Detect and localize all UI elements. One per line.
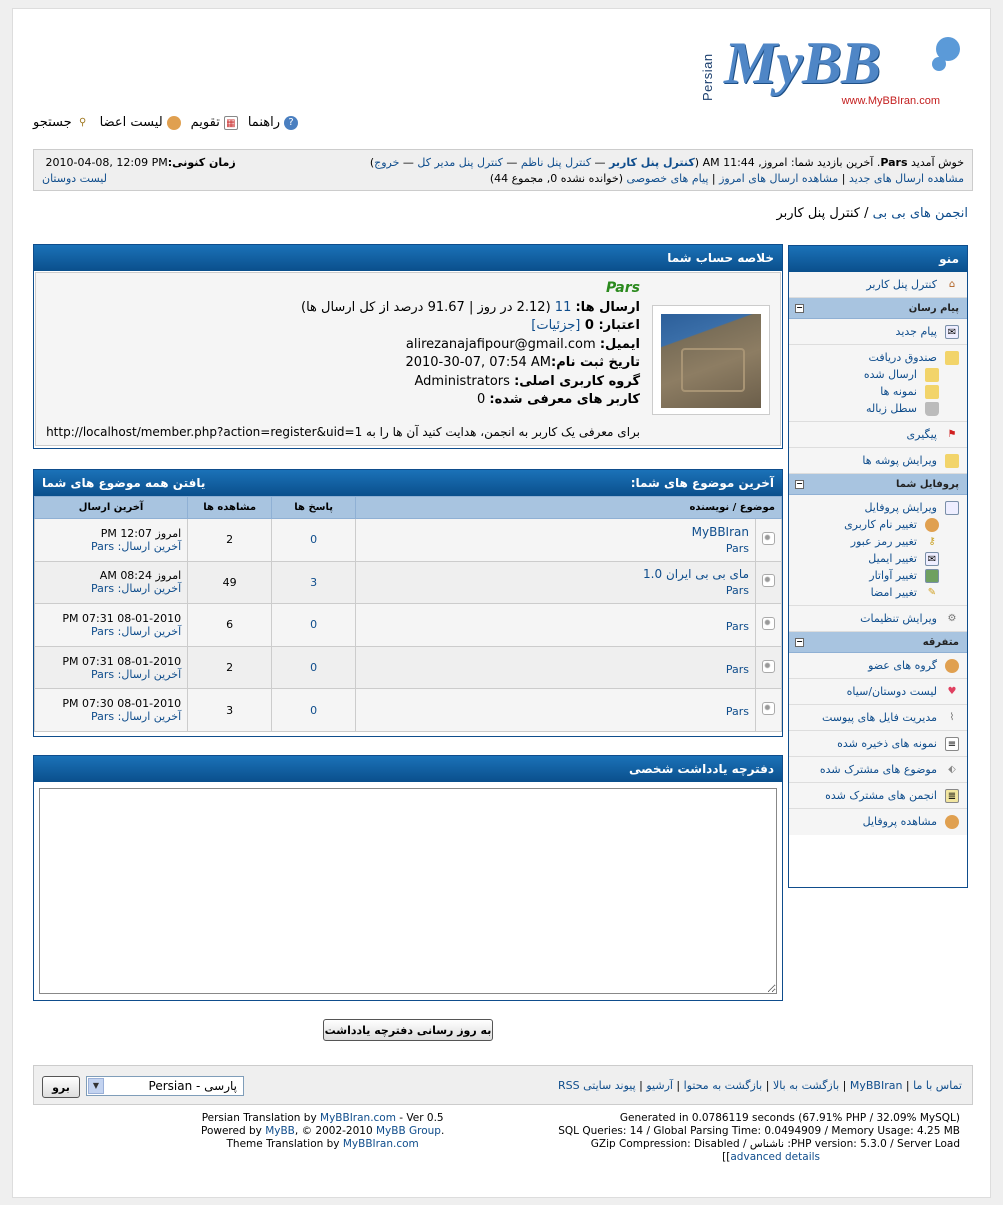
thread-lastpost-date: امروز 08:24 AM — [99, 569, 182, 583]
collapse-icon[interactable]: − — [796, 637, 803, 646]
saved-drafts-label[interactable]: نمونه های ذخیره شده — [837, 736, 937, 750]
thread-replies-cell — [272, 561, 356, 604]
debug-gzip: GZip Compression: Disabled / ناشناس :PHP version: 5.3.0 / Server Load — [590, 1138, 960, 1150]
folder-icon — [945, 351, 959, 365]
posts-rate: (2.12 در روز | 91.67 درصد از کل ارسال ها) — [301, 299, 555, 315]
powered-prefix: Powered by — [201, 1125, 266, 1137]
thread-lastpost-user[interactable]: Pars — [91, 667, 115, 681]
usergroups-label[interactable]: گروه های عضو — [868, 658, 937, 672]
change-password-label[interactable]: تغییر رمز عبور — [850, 535, 917, 548]
sidebar-item-attachments[interactable] — [789, 705, 967, 731]
logout-link[interactable]: خروج — [374, 156, 400, 169]
mybb-link[interactable]: MyBB — [265, 1125, 295, 1137]
misc-title: متفرقه — [922, 637, 959, 648]
find-all-threads-link[interactable]: یافتن همه موضوع های شما — [42, 476, 206, 490]
table-row — [35, 689, 782, 732]
summary-username: Pars — [605, 280, 640, 296]
thread-lastpost-date: 08-01-2010 07:31 PM — [62, 611, 182, 625]
ucp-link[interactable]: کنترل پنل کاربر — [609, 156, 695, 169]
paren: ) — [369, 156, 375, 169]
thread-lastpost-date: 08-01-2010 07:30 PM — [62, 697, 182, 711]
thread-subject-link[interactable]: مای بی بی ایران 1.0 — [643, 567, 749, 582]
thread-lastpost-date: 08-01-2010 07:31 PM — [62, 654, 182, 668]
thread-lastpost-cell — [35, 561, 188, 604]
thread-lastpost-user[interactable]: Pars — [91, 624, 115, 638]
welcome-username: Pars — [880, 156, 908, 169]
thread-lastpost-cell — [35, 519, 188, 562]
col-subject: موضوع / نویسنده — [356, 497, 782, 519]
threads-header-row — [35, 497, 782, 519]
sidebar-item-buddy-ignore[interactable] — [789, 679, 967, 705]
advanced-details-link[interactable]: advanced details — [730, 1151, 820, 1163]
change-username-label[interactable]: تغییر نام کاربری — [844, 518, 917, 531]
welcome-panel — [33, 149, 973, 191]
change-avatar-label[interactable]: تغییر آواتار — [869, 569, 917, 582]
change-email-label[interactable]: تغییر ایمیل — [868, 552, 917, 565]
threads-table — [34, 496, 782, 732]
profile-links — [789, 495, 967, 606]
paperclip-icon: ⌇ — [949, 711, 955, 723]
reputation-value: 0 — [580, 318, 599, 333]
powered-suffix: . — [440, 1125, 445, 1137]
envelope-icon: ✉ — [945, 325, 959, 339]
sidebar-item-new-message[interactable] — [789, 319, 967, 345]
logo-url: www.MyBBIran.com — [841, 95, 940, 107]
sidebar-item-trash[interactable] — [789, 400, 967, 417]
site-logo[interactable] — [700, 30, 960, 120]
footer-links: تماس با ما | MyBBIran | بازگشت به بالا | بازگشت به محتوا | آرشیو | پیوند سایتی RSS — [558, 1079, 962, 1092]
logo-word: MyBB — [724, 30, 881, 96]
update-notepad-button[interactable]: به روز رسانی دفترچه یادداشت — [323, 1019, 493, 1041]
posts-label: ارسال ها: — [575, 299, 640, 315]
thread-subject-cell — [356, 561, 756, 604]
thread-lastpost-cell — [35, 604, 188, 647]
thread-replies-cell — [272, 689, 356, 732]
sep: — — [502, 156, 521, 169]
debug-queries: SQL Queries: 14 / Global Parsing Time: 0.0494909 / Memory Usage: 4.25 MB — [558, 1125, 960, 1137]
rss-link[interactable]: پیوند سایتی RSS — [558, 1079, 636, 1092]
pm-count: (خوانده نشده 0, مجموع 44) — [489, 172, 627, 185]
forum-icon: ≣ — [945, 789, 959, 803]
footer-debug — [558, 1112, 960, 1164]
thread-status-cell — [756, 561, 782, 604]
heart-icon: ♥ — [947, 685, 957, 697]
subscribed-forums-label[interactable]: انجمن های مشترک شده — [825, 788, 937, 802]
view-profile-label[interactable]: مشاهده پروفایل — [862, 815, 937, 828]
theme-prefix: Theme Translation by — [226, 1138, 343, 1150]
buddy-list-link[interactable]: لیست دوستان — [42, 172, 107, 185]
sidebar-ucp-home-label[interactable]: کنترل پنل کاربر — [866, 277, 937, 291]
thread-author-link[interactable]: Pars — [725, 662, 749, 676]
menu-search[interactable] — [33, 115, 90, 130]
notepad-textarea[interactable] — [39, 788, 777, 994]
thread-author-link[interactable]: Pars — [725, 619, 749, 633]
debug-generated: Generated in 0.0786119 seconds (67.91% PHP / 32.09% MySQL) — [619, 1112, 960, 1124]
thread-replies-cell — [272, 604, 356, 647]
thread-lastpost-user[interactable]: Pars — [91, 710, 115, 724]
thread-views-cell: 3 — [188, 689, 272, 732]
chevron-down-icon[interactable]: ▼ — [88, 1078, 104, 1094]
col-views: مشاهده ها — [188, 497, 272, 519]
edit-options-label[interactable]: ویرایش تنظیمات — [860, 611, 937, 625]
sidebar-item-change-password[interactable] — [789, 533, 967, 550]
tag-icon: ⬖ — [948, 763, 956, 775]
thread-status-icon — [762, 702, 775, 715]
sidebar-profile-title — [789, 474, 967, 495]
translation-link[interactable]: MyBBIran.com — [320, 1112, 396, 1124]
messages-title: پیام رسان — [908, 303, 959, 314]
menu-help-label[interactable]: راهنما — [247, 115, 280, 130]
group-icon — [945, 659, 959, 673]
reputation-details-link[interactable]: [جزئیات] — [531, 318, 581, 333]
sidebar-item-inbox[interactable] — [789, 349, 967, 366]
drafts-label[interactable]: نمونه ها — [880, 385, 917, 398]
gear-icon: ⚙ — [947, 612, 957, 624]
account-summary — [33, 244, 783, 449]
logo-bubble-small-icon — [932, 57, 946, 71]
thread-status-icon — [762, 574, 775, 587]
thread-status-icon — [762, 532, 775, 545]
sidebar-item-usergroups[interactable] — [789, 653, 967, 679]
sidebar-misc-title — [789, 632, 967, 653]
thread-replies-cell — [272, 519, 356, 562]
thread-views-cell: 49 — [188, 561, 272, 604]
powered-mid: , © 2002-2010 — [294, 1125, 376, 1137]
notepad-title: دفترچه یادداشت شخصی — [34, 756, 782, 782]
pencil-icon: ✎ — [927, 586, 937, 598]
breadcrumb-current: کنترل پنل کاربر — [776, 206, 860, 221]
sep: — — [591, 156, 610, 169]
trash-label[interactable]: سطل زباله — [865, 402, 917, 415]
new-message-label[interactable]: پیام جدید — [895, 324, 937, 338]
threads-header — [34, 470, 782, 496]
top-menu — [33, 115, 298, 130]
profile-card-icon — [945, 501, 959, 515]
thread-replies-link[interactable]: 0 — [310, 618, 318, 632]
referral-url: http://localhost/member.php?action=register&uid=1 — [46, 425, 363, 439]
welcome-line — [370, 156, 964, 169]
registration-value: 2010-30-07, 07:54 AM — [401, 355, 551, 370]
thread-lastpost-label[interactable]: آخرین ارسال: — [114, 539, 182, 553]
language-value: پارسی - Persian — [148, 1079, 237, 1093]
thread-subject-link[interactable]: MyBBIran — [691, 524, 749, 539]
thread-replies-link[interactable]: 0 — [310, 703, 318, 717]
sent-label[interactable]: ارسال شده — [863, 368, 917, 381]
subscribed-threads-label[interactable]: موضوع های مشترک شده — [819, 762, 937, 776]
thread-lastpost-date: امروز 12:07 PM — [100, 526, 182, 540]
referral-line — [46, 425, 640, 439]
table-row — [35, 646, 782, 689]
new-posts-link[interactable]: مشاهده ارسال های جدید — [849, 172, 964, 185]
thread-lastpost-user[interactable]: Pars — [91, 539, 115, 553]
table-row — [35, 604, 782, 647]
pm-link[interactable]: پیام های خصوصی — [626, 172, 709, 185]
current-time — [42, 156, 236, 169]
thread-lastpost-label[interactable]: آخرین ارسال: — [114, 624, 182, 638]
thread-lastpost-user[interactable]: Pars — [91, 582, 115, 596]
folder-edit-icon — [945, 454, 959, 468]
thread-replies-link[interactable]: 0 — [310, 533, 318, 547]
back-to-content-link[interactable]: بازگشت به محتوا — [683, 1079, 763, 1092]
last-visit: . آخرین بازدید شما: امروز, 11:44 AM ( — [694, 156, 881, 169]
logo-persian: Persian — [700, 53, 715, 101]
user-icon — [925, 518, 939, 532]
thread-subject-cell — [356, 689, 756, 732]
current-time-label: زمان کنونی: — [167, 156, 236, 169]
menu-calendar[interactable] — [191, 115, 238, 130]
current-time-value: 2010-04-08, 12:09 PM — [42, 156, 168, 169]
calendar-icon: ▦ — [224, 116, 238, 130]
thread-views-cell: 2 — [188, 646, 272, 689]
attachments-label[interactable]: مدیریت فایل های پیوست — [822, 710, 937, 724]
flag-icon: ⚑ — [947, 428, 957, 440]
inbox-label[interactable]: صندوق دریافت — [868, 351, 937, 364]
buddy-ignore-label[interactable]: لیست دوستان/سیاه — [846, 684, 937, 698]
group-label: گروه کاربری اصلی: — [514, 373, 640, 389]
thread-author-link[interactable]: Pars — [725, 541, 749, 555]
sidebar-item-change-email[interactable] — [789, 550, 967, 567]
menu-calendar-label[interactable]: تقویم — [190, 115, 220, 130]
posts-count-link[interactable]: 11 — [554, 299, 572, 315]
folder-icon — [925, 368, 939, 382]
summary-details — [301, 279, 640, 410]
admincp-link[interactable]: کنترل پنل مدیر کل — [417, 156, 503, 169]
thread-status-cell — [756, 689, 782, 732]
thread-author-link[interactable]: Pars — [725, 584, 749, 598]
thread-subject-cell — [356, 646, 756, 689]
tracking-label[interactable]: پیگیری — [906, 427, 937, 441]
profile-title: پروفایل شما — [896, 479, 959, 490]
back-to-top-link[interactable]: بازگشت به بالا — [772, 1079, 840, 1092]
avatar — [652, 305, 770, 415]
theme-link[interactable]: MyBBIran.com — [342, 1138, 419, 1150]
breadcrumb — [776, 206, 968, 221]
bottom-navigation — [33, 1065, 973, 1105]
language-go-button[interactable]: برو — [42, 1076, 80, 1098]
user-icon — [945, 815, 959, 829]
thread-replies-link[interactable]: 0 — [310, 661, 318, 675]
home-icon: ⌂ — [948, 278, 956, 290]
col-replies: پاسخ ها — [272, 497, 356, 519]
thread-lastpost-cell — [35, 689, 188, 732]
sidebar-item-drafts[interactable] — [789, 383, 967, 400]
thread-lastpost-label[interactable]: آخرین ارسال: — [114, 667, 182, 681]
group-value: Administrators — [414, 373, 515, 389]
members-icon — [167, 116, 181, 130]
threads-title: آخرین موضوع های شما: — [630, 476, 774, 490]
thread-lastpost-label[interactable]: آخرین ارسال: — [114, 582, 182, 596]
sidebar-item-subscribed-threads[interactable] — [789, 757, 967, 783]
thread-views-cell: 6 — [188, 604, 272, 647]
thread-replies-cell — [272, 646, 356, 689]
thread-status-icon — [762, 617, 775, 630]
avatar-image — [661, 314, 761, 408]
referral-text: برای معرفی یک کاربر به انجمن، هدایت کنید آن ها را به — [362, 425, 640, 439]
sidebar-item-edit-profile[interactable] — [789, 499, 967, 516]
pm-folders — [789, 345, 967, 422]
sidebar-item-change-username[interactable] — [789, 516, 967, 533]
sidebar-item-change-avatar[interactable] — [789, 567, 967, 584]
thread-status-cell — [756, 604, 782, 647]
thread-lastpost-cell — [35, 646, 188, 689]
menu-help[interactable] — [248, 115, 298, 130]
page — [12, 8, 991, 1198]
summary-body — [35, 272, 781, 446]
thread-status-cell — [756, 646, 782, 689]
translation-prefix: Persian Translation by — [201, 1112, 321, 1124]
archive-link[interactable]: آرشیو — [646, 1079, 673, 1092]
breadcrumb-sep: / — [860, 206, 873, 221]
menu-memberlist[interactable] — [100, 115, 181, 130]
email-label: ایمیل: — [599, 336, 640, 352]
trash-icon — [925, 402, 939, 416]
change-signature-label[interactable]: تغییر امضا — [870, 586, 917, 599]
menu-search-label[interactable]: جستجو — [33, 115, 72, 130]
sidebar-item-sent[interactable] — [789, 366, 967, 383]
thread-subject-cell — [356, 604, 756, 647]
edit-profile-label[interactable]: ویرایش پروفایل — [864, 501, 937, 514]
mybb-group-link[interactable]: MyBB Group — [375, 1125, 441, 1137]
sidebar-menu-title: منو — [789, 246, 967, 272]
buddy-list-wrap — [42, 172, 107, 185]
menu-memberlist-label[interactable]: لیست اعضا — [99, 115, 163, 130]
envelope-icon: ✉ — [925, 552, 939, 566]
email-value: alirezanajafipour@gmail.com — [405, 336, 600, 352]
sidebar-item-change-signature[interactable] — [789, 584, 967, 601]
referred-label: کاربر های معرفی شده: — [489, 392, 640, 407]
help-icon: ? — [284, 116, 298, 130]
thread-rows — [35, 519, 782, 732]
ucp-sidebar — [788, 245, 968, 888]
notepad — [33, 755, 783, 1001]
sidebar-item-subscribed-forums[interactable] — [789, 783, 967, 809]
collapse-icon[interactable]: − — [796, 479, 803, 488]
registration-label: تاریخ ثبت نام: — [551, 355, 640, 370]
welcome-links: مشاهده ارسال های جدید | مشاهده ارسال های امروز | پیام های خصوصی (خوانده نشده 0, مجموع 44) — [489, 172, 964, 185]
thread-subject-cell — [356, 519, 756, 562]
latest-threads — [33, 469, 783, 737]
key-icon: ⚷ — [928, 535, 936, 547]
thread-author-link[interactable]: Pars — [725, 705, 749, 719]
thread-lastpost-label[interactable]: آخرین ارسال: — [114, 710, 182, 724]
sidebar-item-ucp-home[interactable] — [789, 272, 967, 298]
col-last-post: آخرین ارسال — [35, 497, 188, 519]
table-row — [35, 519, 782, 562]
folder-icon — [925, 385, 939, 399]
sidebar-item-saved-drafts[interactable] — [789, 731, 967, 757]
sidebar-messages-title — [789, 298, 967, 319]
table-row — [35, 561, 782, 604]
thread-status-icon — [762, 660, 775, 673]
footer-credits — [201, 1112, 444, 1151]
debug-bracket: [[ — [722, 1151, 731, 1163]
picture-icon — [925, 569, 939, 583]
sep: — — [399, 156, 418, 169]
thread-status-cell — [756, 519, 782, 562]
search-icon: ⚲ — [79, 116, 87, 128]
modcp-link[interactable]: کنترل پنل ناظم — [520, 156, 592, 169]
reputation-label: اعتبار: — [598, 318, 640, 333]
document-icon: ≡ — [945, 737, 959, 751]
thread-views-cell: 2 — [188, 519, 272, 562]
contact-link[interactable]: تماس با ما — [913, 1079, 962, 1092]
translation-suffix: - Ver 0.5 — [395, 1112, 444, 1124]
language-select[interactable] — [86, 1076, 244, 1096]
referred-value: 0 — [476, 392, 490, 407]
site-link[interactable]: MyBBIran — [849, 1079, 903, 1092]
welcome-greeting: خوش آمدید — [911, 156, 964, 169]
sidebar-item-tracking[interactable] — [789, 422, 967, 448]
sidebar-item-edit-folders[interactable] — [789, 448, 967, 474]
sidebar-item-edit-options[interactable] — [789, 606, 967, 632]
thread-replies-link[interactable]: 3 — [310, 575, 318, 589]
summary-title: خلاصه حساب شما — [34, 245, 782, 271]
breadcrumb-forum-link[interactable]: انجمن های بی بی — [872, 206, 968, 221]
collapse-icon[interactable]: − — [796, 303, 803, 312]
sidebar-item-view-profile[interactable] — [789, 809, 967, 835]
today-posts-link[interactable]: مشاهده ارسال های امروز — [719, 172, 839, 185]
edit-folders-label[interactable]: ویرایش پوشه ها — [862, 453, 937, 467]
